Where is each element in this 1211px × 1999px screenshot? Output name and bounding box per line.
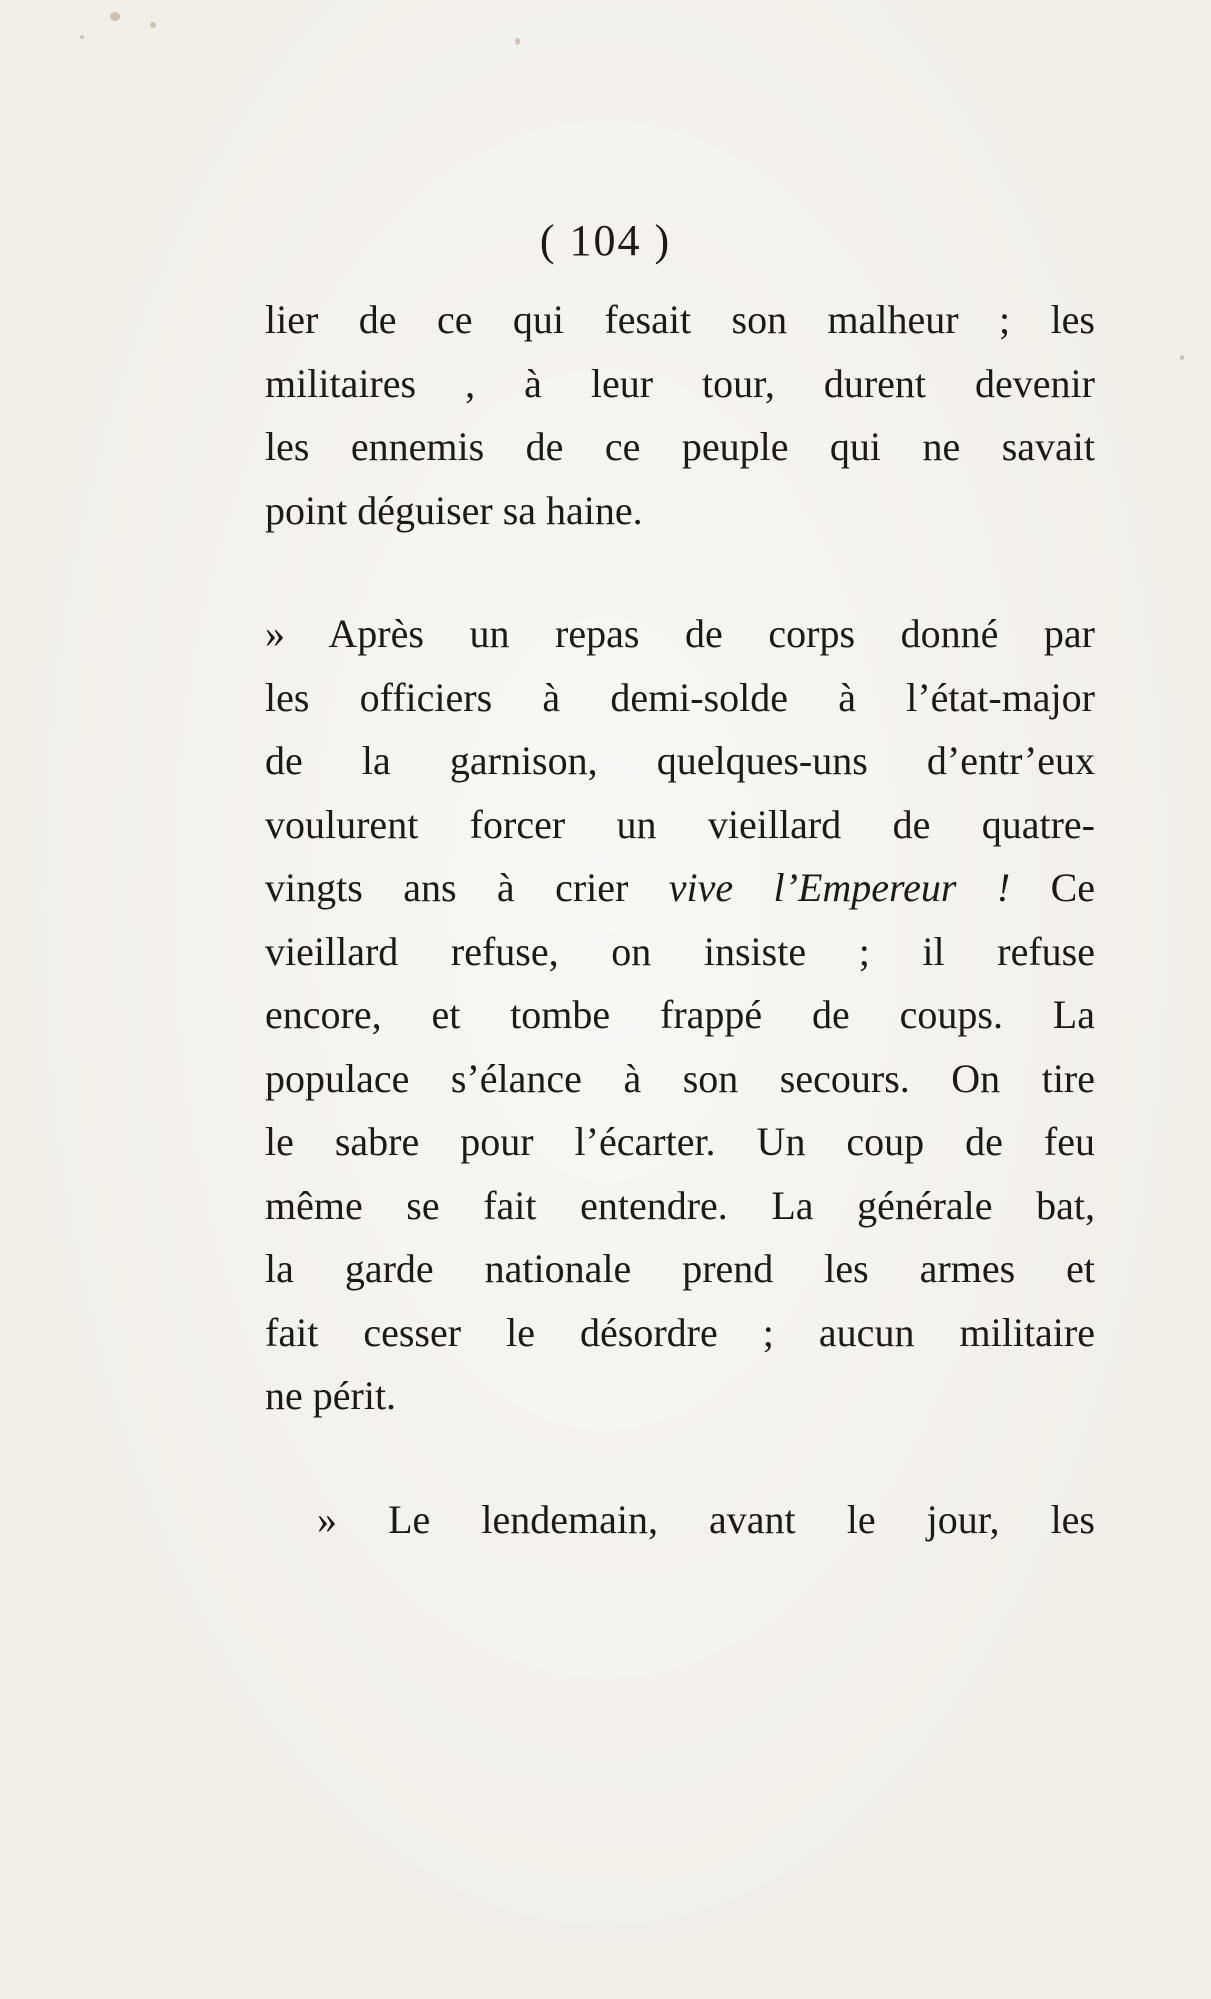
- text-line: de la garnison, quelques-uns d’entr’eux: [265, 738, 1095, 783]
- text-line: point déguiser sa haine.: [265, 487, 643, 533]
- text-line: vieillard refuse, on insiste ; il refuse: [265, 928, 1095, 974]
- page-number: ( 104 ): [539, 216, 672, 265]
- text-line: les ennemis de ce peuple qui ne savait: [265, 424, 1095, 469]
- text-line: ne périt.: [265, 1373, 397, 1418]
- text-line: » Le lendemain, avant le jour, les: [317, 1496, 1095, 1542]
- text-line: militaires , à leur tour, durent devenir: [265, 360, 1095, 406]
- text-line: lier de ce qui fesait son malheur ; les: [265, 297, 1095, 342]
- paper-speck: [150, 22, 156, 28]
- text-line: » Après un repas de corps donné par: [265, 611, 1095, 656]
- text-line: encore, et tombe frappé de coups. La: [265, 992, 1095, 1037]
- paper-speck: [515, 38, 520, 45]
- text-line: voulurent forcer un vieillard de quatre-: [265, 801, 1095, 847]
- text-line: le sabre pour l’écarter. Un coup de feu: [265, 1119, 1095, 1164]
- body-text: [265, 288, 1095, 1551]
- text-line: les officiers à demi-solde à l’état-major: [265, 674, 1095, 720]
- italic-phrase: vive l’Empereur !: [668, 865, 1011, 910]
- text-line: populace s’élance à son secours. On tire: [265, 1055, 1095, 1101]
- paper-speck: [80, 35, 84, 39]
- paper-speck: [1180, 355, 1184, 360]
- text-line: la garde nationale prend les armes et: [265, 1246, 1095, 1291]
- text-line: même se fait entendre. La générale bat,: [265, 1182, 1095, 1228]
- text-line: fait cesser le désordre ; aucun militaire: [265, 1309, 1095, 1355]
- paper-speck: [110, 12, 120, 21]
- text-line: vingts ans à crier vive l’Empereur ! Ce: [265, 865, 1096, 910]
